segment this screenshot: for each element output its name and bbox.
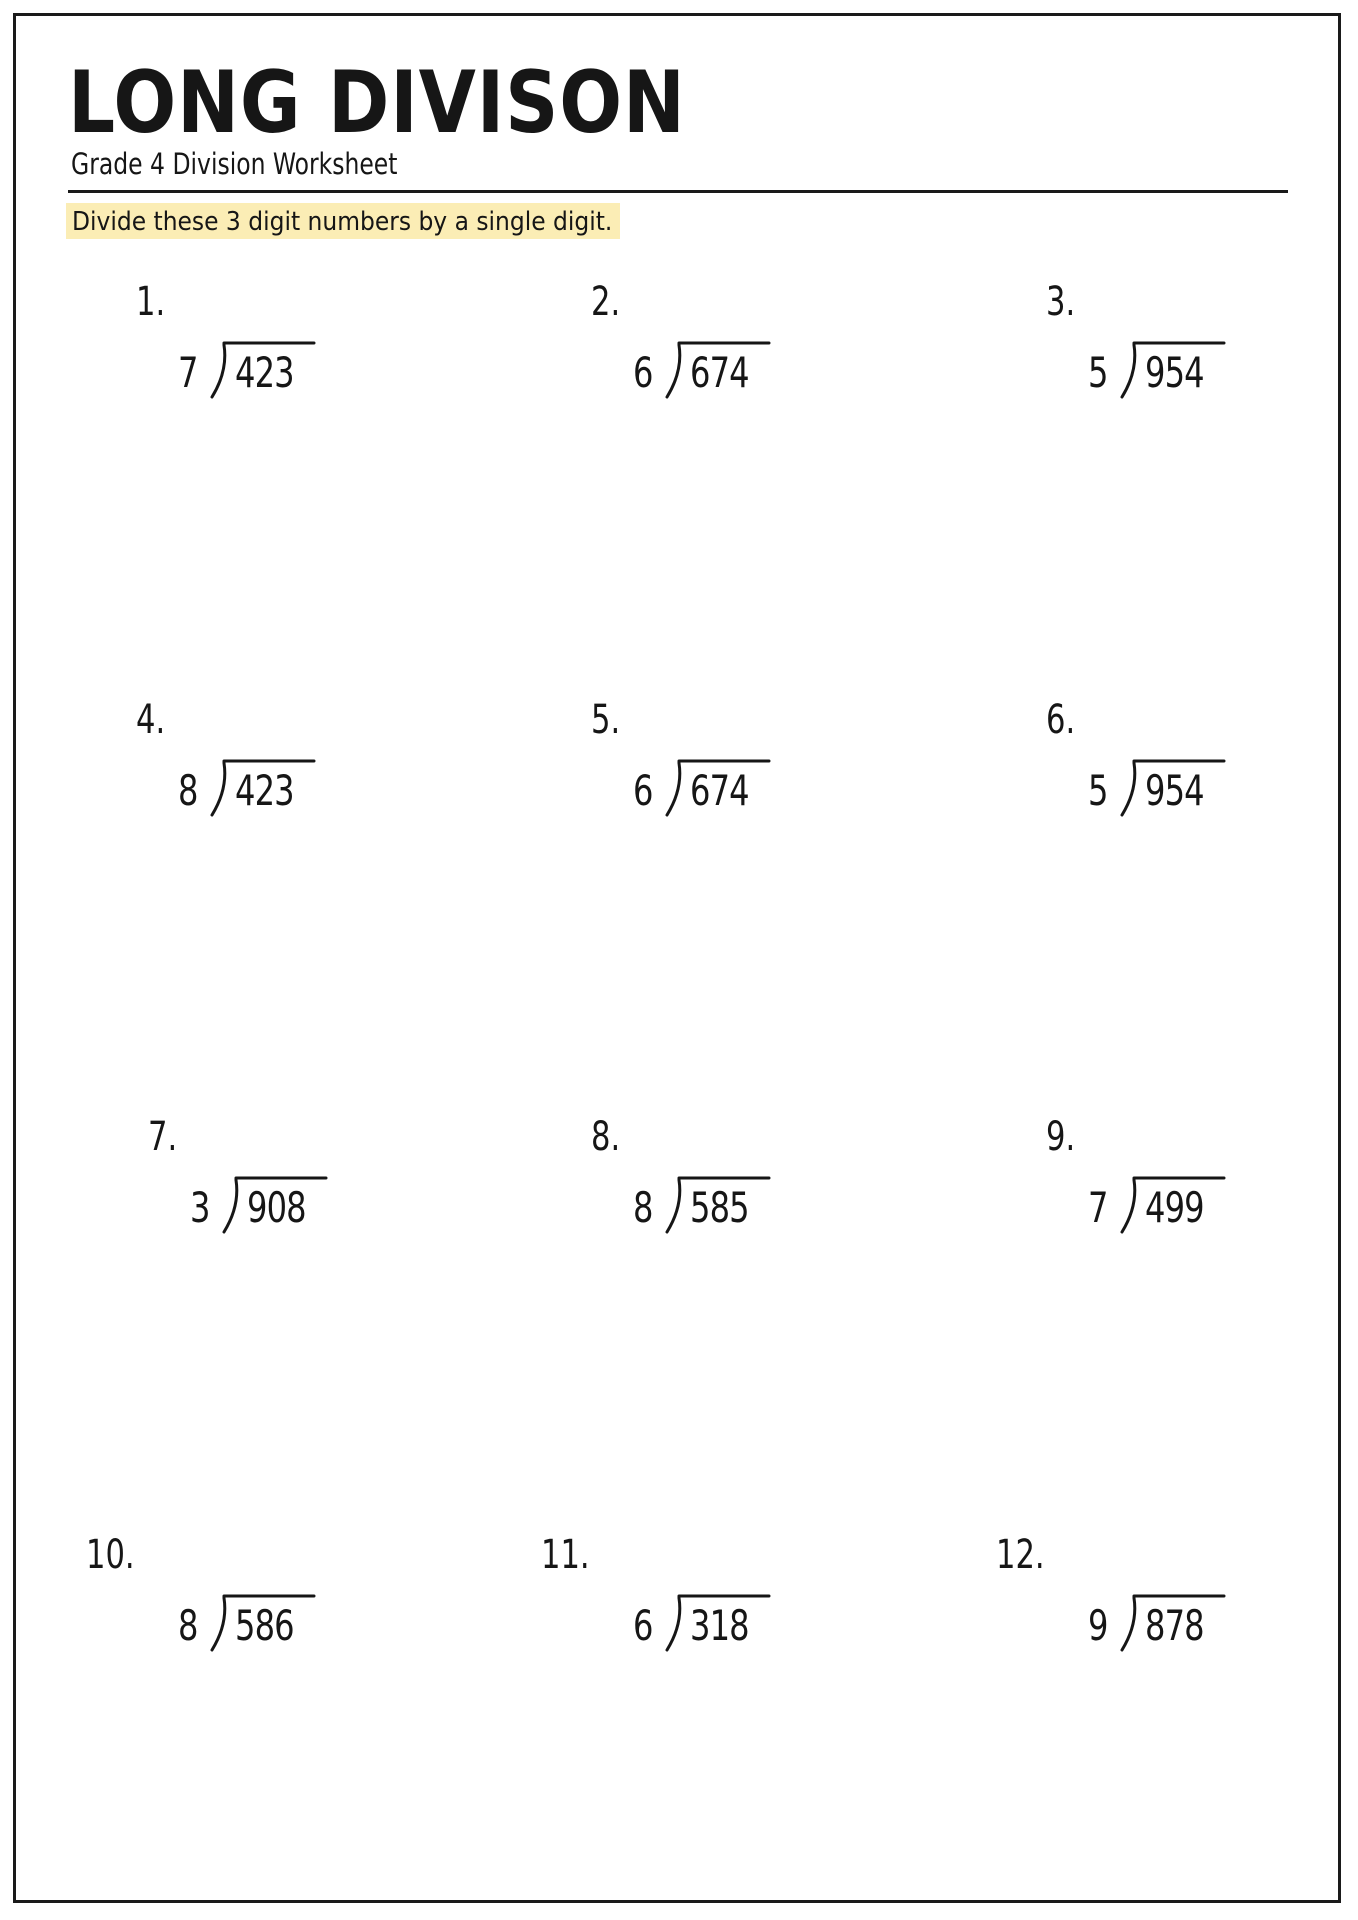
division-problem xyxy=(110,698,370,848)
division-problem xyxy=(541,1532,825,1683)
dividend: 674 xyxy=(690,766,749,815)
dividend: 318 xyxy=(690,1601,749,1650)
worksheet-title: LONG DIVISON xyxy=(68,53,686,153)
divisor: 7 xyxy=(1088,1183,1109,1232)
problem-number: 3. xyxy=(1046,279,1076,325)
problem-number: 6. xyxy=(1046,697,1076,743)
divisor: 6 xyxy=(633,1601,654,1650)
dividend: 954 xyxy=(1145,766,1204,815)
division-problem xyxy=(1020,698,1280,848)
problem-number: 9. xyxy=(1046,1114,1076,1160)
worksheet-subtitle: Grade 4 Division Worksheet xyxy=(71,147,398,181)
dividend: 585 xyxy=(690,1183,749,1232)
dividend: 674 xyxy=(690,348,749,397)
problem-number: 12. xyxy=(996,1532,1045,1578)
dividend: 423 xyxy=(235,766,294,815)
divisor: 3 xyxy=(190,1183,211,1232)
dividend: 954 xyxy=(1145,348,1204,397)
dividend: 586 xyxy=(235,1601,294,1650)
divisor: 6 xyxy=(633,766,654,815)
instruction-highlight: Divide these 3 digit numbers by a single digit. xyxy=(66,203,620,239)
division-problem xyxy=(110,280,370,430)
dividend: 423 xyxy=(235,348,294,397)
divisor: 8 xyxy=(178,1601,199,1650)
problem-number: 8. xyxy=(591,1114,621,1160)
problem-number: 5. xyxy=(591,697,621,743)
problem-number: 10. xyxy=(86,1532,135,1578)
division-problem xyxy=(86,1532,370,1683)
divisor: 7 xyxy=(178,348,199,397)
divisor: 8 xyxy=(633,1183,654,1232)
header-divider xyxy=(68,190,1288,193)
problem-number: 7. xyxy=(148,1114,178,1160)
dividend: 499 xyxy=(1145,1183,1204,1232)
divisor: 9 xyxy=(1088,1601,1109,1650)
problem-number: 11. xyxy=(541,1532,590,1578)
problem-number: 4. xyxy=(136,697,166,743)
divisor: 8 xyxy=(178,766,199,815)
division-problem xyxy=(1020,280,1280,430)
problem-number: 2. xyxy=(591,279,621,325)
divisor: 5 xyxy=(1088,766,1109,815)
division-problem xyxy=(565,1115,825,1265)
dividend: 878 xyxy=(1145,1601,1204,1650)
division-problem xyxy=(565,698,825,848)
division-problem xyxy=(996,1532,1280,1683)
division-problem xyxy=(1020,1115,1280,1265)
divisor: 5 xyxy=(1088,348,1109,397)
division-problem xyxy=(122,1115,382,1265)
divisor: 6 xyxy=(633,348,654,397)
division-problem xyxy=(565,280,825,430)
dividend: 908 xyxy=(247,1183,306,1232)
problem-number: 1. xyxy=(136,279,166,325)
